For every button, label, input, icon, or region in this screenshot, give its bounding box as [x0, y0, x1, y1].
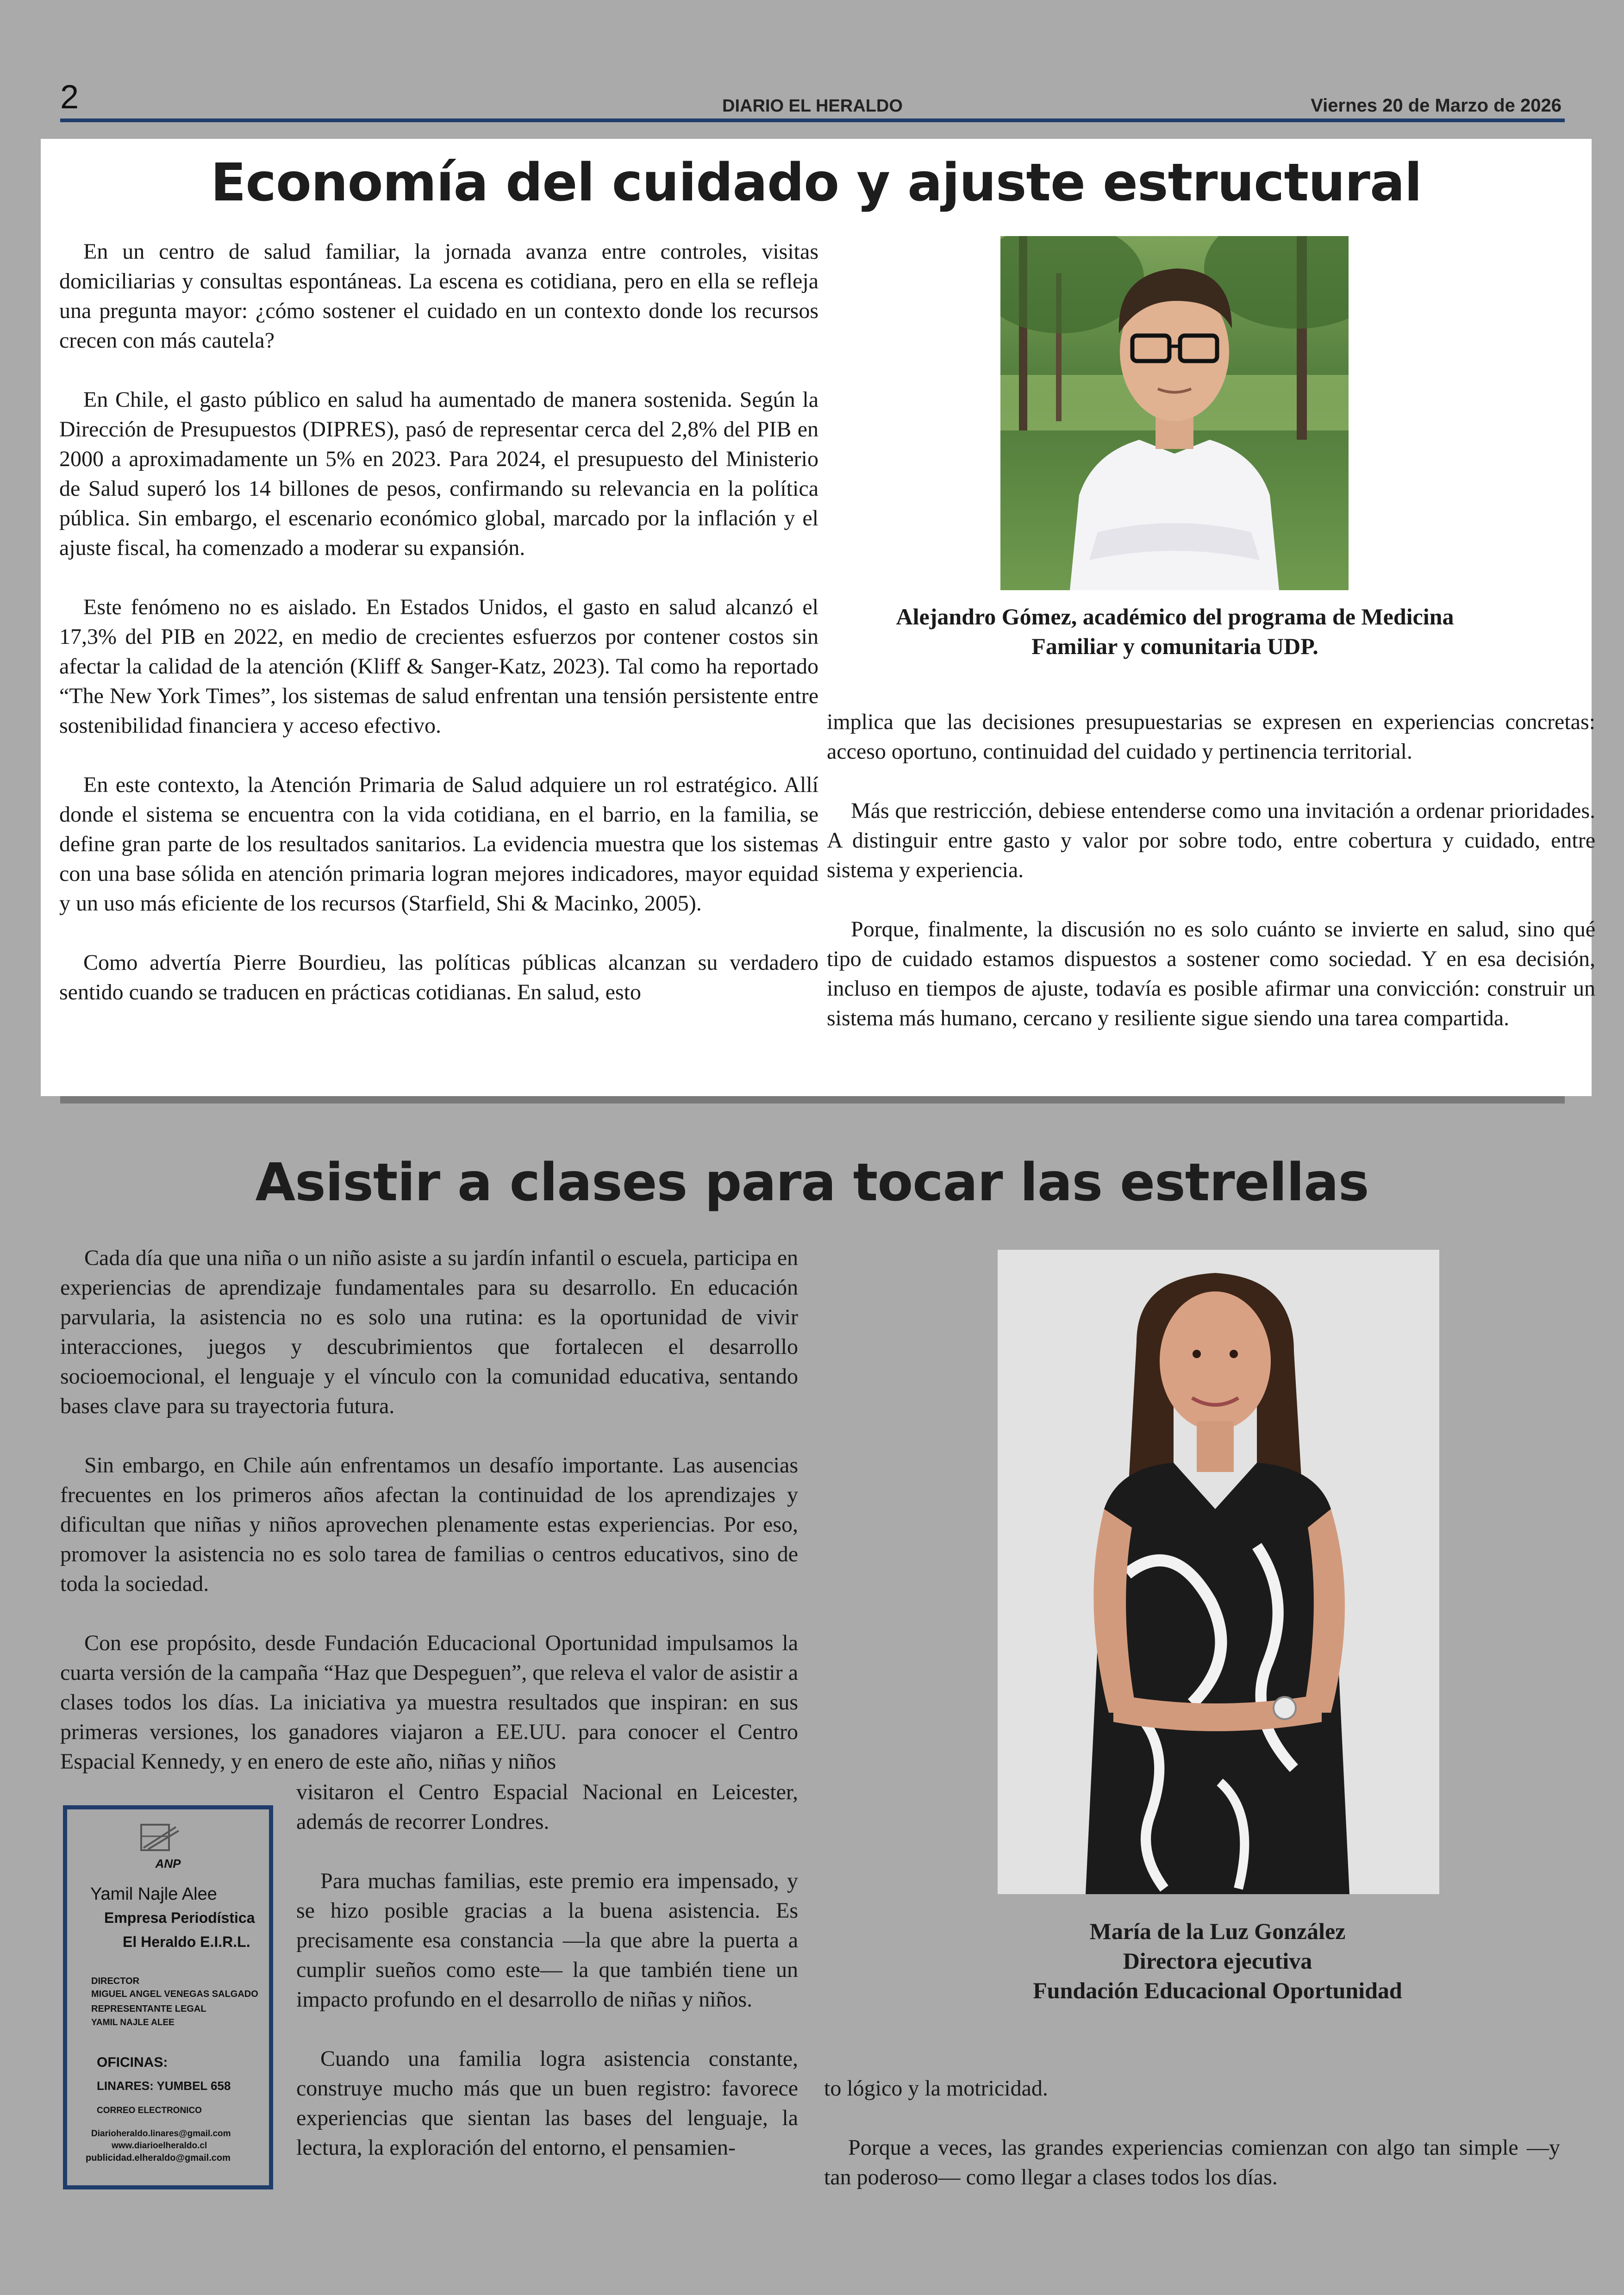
article2-paragraph: Con ese propósito, desde Fundación Educacional Oportunidad impulsamos la cuarta versión de la campaña “Haz que Despeguen”, que releva el valor de asistir a clases todos los días. La iniciativa ya muestra resultados que inspiran: en sus primeras versiones, los ganadores viajaron a EE.UU. para conocer el Centro Espacial Kennedy, y en enero de este año, niñas y niños [60, 1631, 798, 1774]
caption-line: Alejandro Gómez, académico del programa de Medicina [896, 604, 1454, 630]
article1-photo-caption [893, 602, 1457, 661]
article1-headline: Economía del cuidado y ajuste estructural [211, 153, 1422, 213]
masthead-box [63, 1805, 273, 2189]
article2-paragraph: Cada día que una niña o un niño asiste a su jardín infantil o escuela, participa en experiencias de aprendizaje fundamentales para su desarrollo. En educación parvularia, la asistencia no es solo una rutina: es la oportunidad de vivir interacciones, juegos y descubrimientos que fortalecen el desarrollo socioemocional, el lenguaje y el vínculo con la comunidad educativa, sentando bases clave para su trayectoria futura. [60, 1246, 798, 1418]
article2-paragraph: visitaron el Centro Espacial Nacional en Leicester, además de recorrer Londres. [296, 1780, 798, 1834]
article1-paragraph: En este contexto, la Atención Primaria de Salud adquiere un rol estratégico. Allí donde el sistema se encuentra con la vida cotidiana, en el barrio, en la familia, se define gran parte de los resultados sanitarios. La evidencia muestra que los sistemas con una base sólida en atención primaria logran mejores indicadores, mayor equidad y un uso más eficiente de los recursos (Starfield, Shi & Macinko, 2005). [59, 773, 818, 916]
header-rule [60, 118, 1565, 122]
article2-photo-caption [907, 1916, 1528, 2005]
issue-date: Viernes 20 de Marzo de 2026 [1311, 95, 1562, 116]
masthead-company: Empresa Periodística [104, 1909, 255, 1926]
masthead-director-name: MIGUEL ANGEL VENEGAS SALGADO [91, 1989, 258, 1999]
masthead-offices-label: OFICINAS: [97, 2055, 168, 2070]
article2-headline: Asistir a clases para tocar las estrellas [255, 1153, 1369, 1213]
masthead-company-name: El Heraldo E.I.R.L. [123, 1933, 250, 1950]
caption-line: Familiar y comunitaria UDP. [1031, 633, 1318, 659]
article1-paragraph: En un centro de salud familiar, la jornada avanza entre controles, visitas domiciliarias y consultas espontáneas. La escena es cotidiana, pero en ella se refleja una pregunta mayor: ¿cómo sostener el cuidado en un contexto donde los recursos crecen con más cautela? [59, 239, 818, 353]
article1-paragraph: Porque, finalmente, la discusión no es solo cuánto se invierte en salud, sino qué tipo de cuidado estamos dispuestos a sostener como sociedad. Y en esa decisión, incluso en tiempos de ajuste, todavía es posible afirmar una convicción: construir un sistema más humano, cercano y resiliente sigue siendo una tarea compartida. [827, 917, 1595, 1030]
article1-paragraph: implica que las decisiones presupuestarias se expresen en experiencias concretas: acceso oportuno, continuidad del cuidado y pertinencia territorial. [827, 710, 1595, 764]
masthead-offices-address: LINARES: YUMBEL 658 [97, 2079, 231, 2093]
article1-column-right [827, 707, 1595, 1033]
caption-line: Directora ejecutiva [1123, 1948, 1312, 1974]
article2-paragraph: Para muchas familias, este premio era impensado, y se hizo posible gracias a la buena asistencia. Es precisamente esa constancia —la que abre la puerta a cumplir sueños como este— la que también tiene un impacto profundo en el desarrollo de niñas y niños. [296, 1869, 798, 2012]
article2-column-left-continued [296, 1777, 798, 2163]
masthead-director-label: DIRECTOR [91, 1976, 140, 1986]
article-divider [60, 1096, 1565, 1104]
newspaper-name: DIARIO EL HERALDO [722, 96, 903, 116]
anp-label: ANP [155, 1857, 181, 1871]
author-photo-maria [998, 1250, 1439, 1894]
article2-paragraph: to lógico y la motricidad. [824, 2076, 1048, 2101]
anp-logo-icon [139, 1822, 181, 1855]
article2-column-left [60, 1243, 798, 1777]
masthead-email-1: Diarioheraldo.linares@gmail.com [91, 2129, 231, 2139]
page-number: 2 [60, 79, 79, 116]
article2-paragraph: Cuando una familia logra asistencia constante, construye mucho más que un buen registro: favorece experiencias que sientan las bases del lenguaje, la lectura, la exploración del entorno, el pensamien- [296, 2046, 798, 2160]
masthead-owner: Yamil Najle Alee [90, 1884, 217, 1904]
caption-line: Fundación Educacional Oportunidad [1033, 1977, 1402, 2003]
masthead-email-2: publicidad.elheraldo@gmail.com [86, 2153, 231, 2163]
article2-column-right [824, 2074, 1560, 2192]
masthead-email-label: CORREO ELECTRONICO [97, 2106, 202, 2115]
masthead-website: www.diarioelheraldo.cl [112, 2141, 207, 2151]
caption-line: María de la Luz González [1089, 1918, 1346, 1944]
article1-paragraph: Más que restricción, debiese entenderse como una invitación a ordenar prioridades. A distinguir entre gasto y valor por sobre todo, entre cobertura y cuidado, entre sistema y experiencia. [827, 798, 1595, 882]
article-care-economy [41, 139, 1595, 1096]
article1-paragraph: Este fenómeno no es aislado. En Estados Unidos, el gasto en salud alcanzó el 17,3% del PIB en 2022, en medio de crecientes esfuerzos por contener costos sin afectar la calidad de la atención (Kliff & Sanger-Katz, 2023). Tal como ha reportado “The New York Times”, los sistemas de salud enfrentan una tensión persistente entre sostenibilidad financiera y acceso efectivo. [59, 595, 818, 738]
article2-paragraph: Sin embargo, en Chile aún enfrentamos un desafío importante. Las ausencias frecuentes en los primeros años afectan la continuidad de los aprendizajes y dificultan que niñas y niños aprovechen plenamente estas experiencias. Por eso, promover la asistencia no es solo tarea de familias o centros educativos, sino de toda la sociedad. [60, 1453, 798, 1596]
author-photo-alejandro [1000, 236, 1349, 590]
masthead-legal-rep-label: REPRESENTANTE LEGAL [91, 2004, 206, 2014]
article1-paragraph: Como advertía Pierre Bourdieu, las políticas públicas alcanzan su verdadero sentido cuando se traducen en prácticas cotidianas. En salud, esto [59, 950, 818, 1004]
article1-column-left [59, 237, 818, 1007]
article2-paragraph: Porque a veces, las grandes experiencias comienzan con algo tan simple —y tan poderoso— como llegar a clases todos los días. [824, 2135, 1560, 2189]
masthead-legal-rep-name: YAMIL NAJLE ALEE [91, 2018, 175, 2027]
article1-paragraph: En Chile, el gasto público en salud ha aumentado de manera sostenida. Según la Dirección de Presupuestos (DIPRES), pasó de representar cerca del 2,8% del PIB en 2000 a aproximadamente un 5% en 2023. Para 2024, el presupuesto del Ministerio de Salud superó los 14 billones de pesos, confirmando su relevancia en la política pública. Sin embargo, el escenario económico global, marcado por la inflación y el ajuste fiscal, ha comenzado a moderar su expansión. [59, 387, 818, 560]
